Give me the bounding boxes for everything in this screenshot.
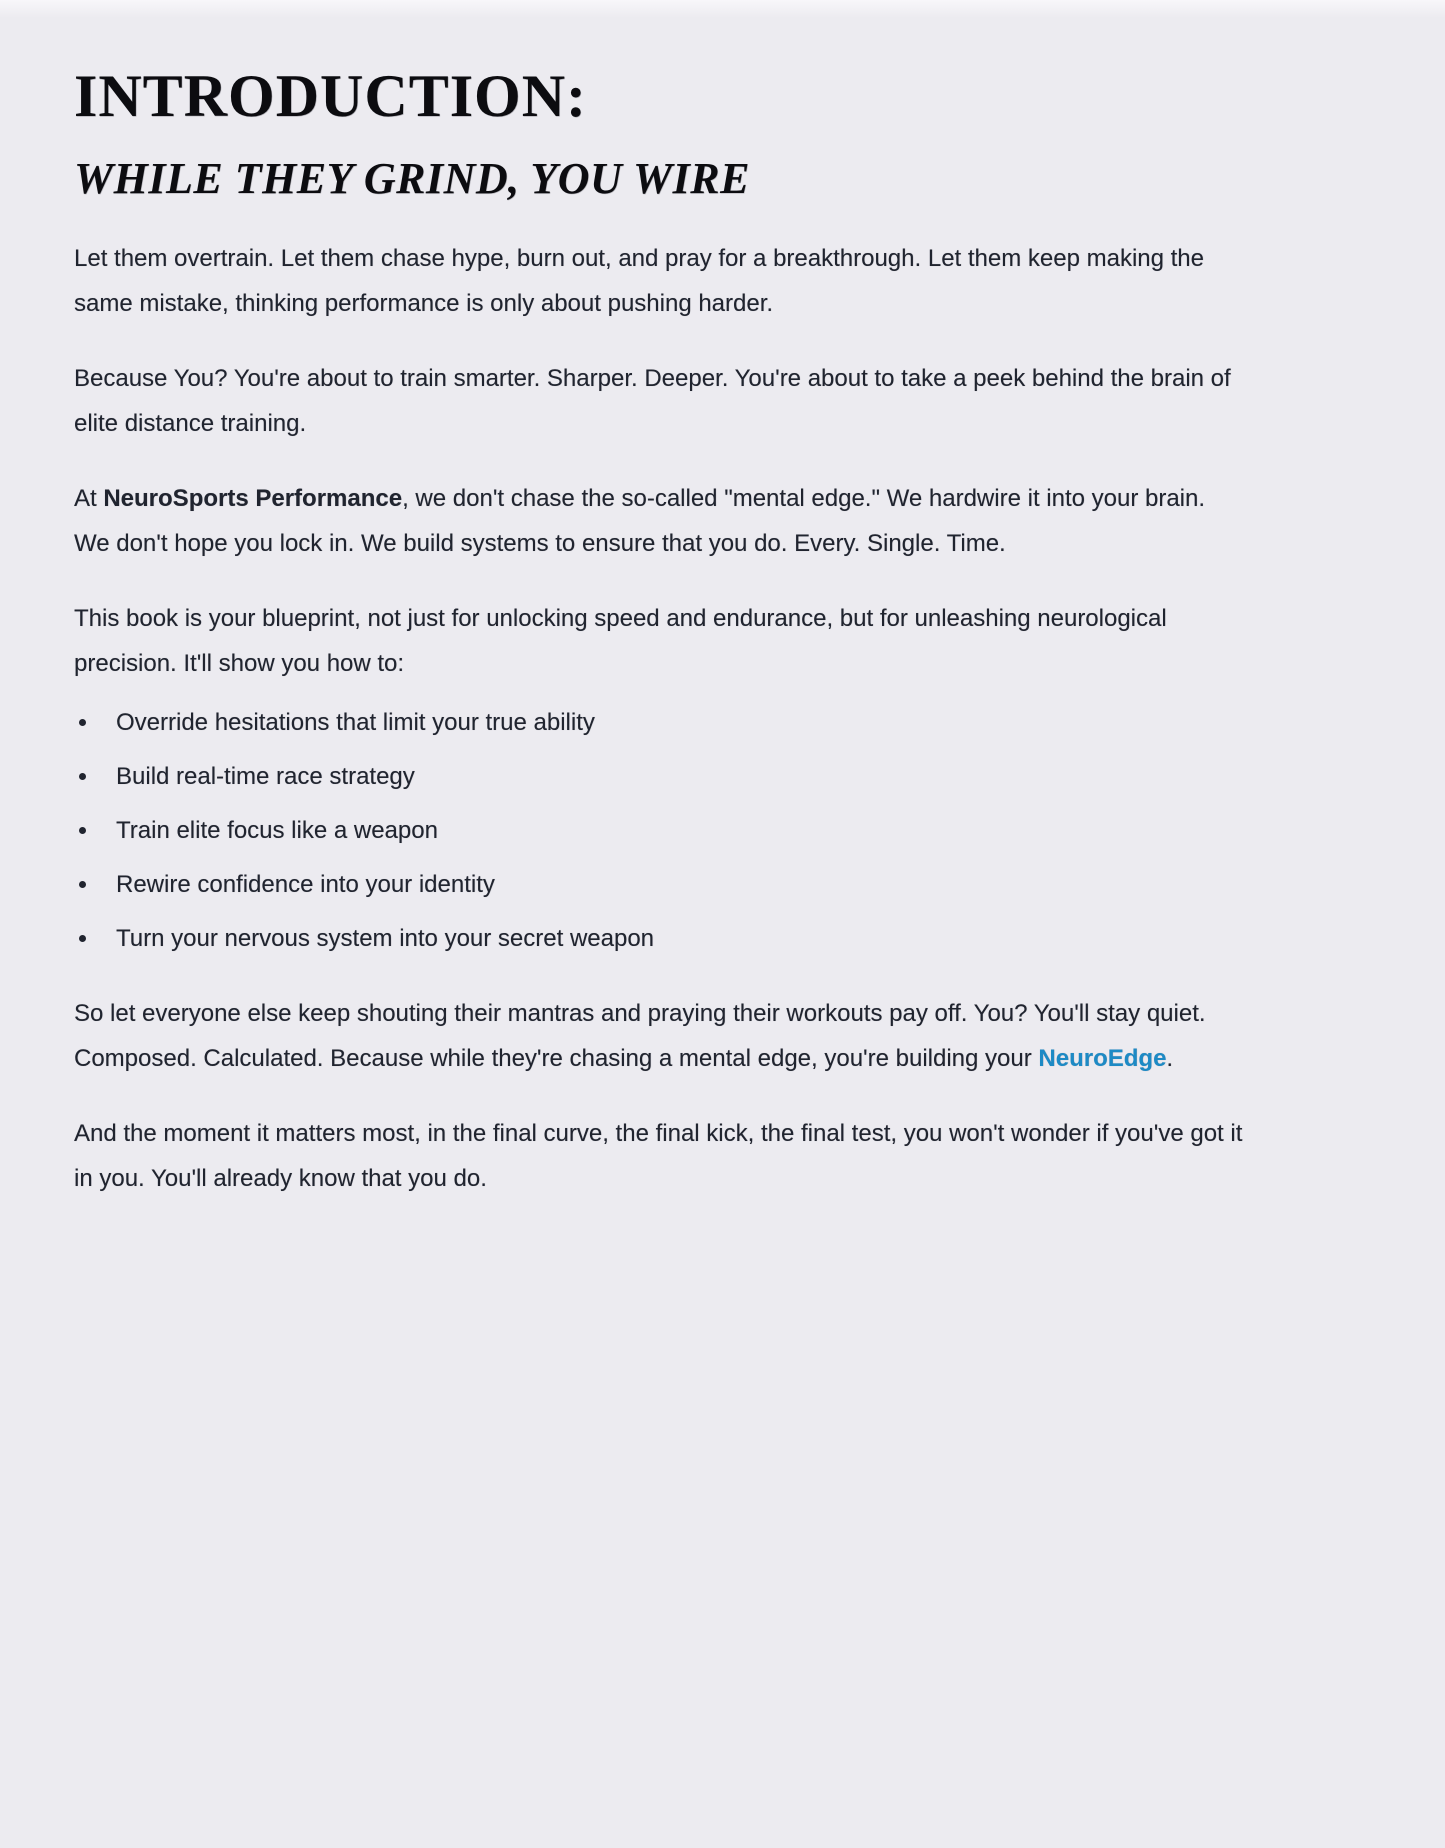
paragraph-neurosports-rest: , we don't chase the so-called "mental edge." We hardwire it into your brain. We don't hope you lock in. We build systems to ensure that you do. Every. Single. Time. (74, 484, 1206, 557)
neuroedge-brand: NeuroEdge (1038, 1044, 1167, 1072)
list-item-race-strategy: • Build real-time race strategy (100, 754, 1240, 799)
paragraph-neurosports (74, 476, 1244, 566)
list-item-elite-focus: • Train elite focus like a weapon (100, 808, 1240, 853)
paragraph-neuroedge (74, 991, 1244, 1081)
list-item-override: • Override hesitations that limit your true ability (100, 700, 1240, 745)
paragraph-neuroedge-lead: So let everyone else keep shouting their mantras and praying their workouts pay off. You? You'll stay quiet. Composed. Calculated. Because while they're chasing a mental edge, you're building your (74, 999, 1206, 1072)
page-title: INTRODUCTION: (74, 63, 588, 129)
page-subtitle: WHILE THEY GRIND, YOU WIRE (74, 154, 750, 203)
paragraph-neuroedge-period: . (1166, 1044, 1174, 1072)
list-item-nervous-system: • Turn your nervous system into your secret weapon (100, 916, 1240, 961)
paragraph-overtrain: Let them overtrain. Let them chase hype, burn out, and pray for a breakthrough. Let them keep making the same mistake, thinking performance is only about pushing harder. (74, 244, 1205, 317)
paragraph-neurosports-lead: At (74, 484, 104, 512)
bullet-list (74, 700, 1240, 961)
list-item-rewire-confidence: • Rewire confidence into your identity (100, 862, 1240, 907)
paragraph-final-kick: And the moment it matters most, in the final curve, the final kick, the final test, you won't wonder if you've got it in you. You'll already know that you do. (74, 1119, 1243, 1192)
neurosports-performance-brand: NeuroSports Performance (103, 484, 403, 512)
paragraph-train-smarter: Because You? You're about to train smarter. Sharper. Deeper. You're about to take a peek behind the brain of elite distance training. (74, 364, 1231, 437)
paragraph-blueprint: This book is your blueprint, not just for unlocking speed and endurance, but for unleashing neurological precision. It'll show you how to: (74, 604, 1167, 677)
